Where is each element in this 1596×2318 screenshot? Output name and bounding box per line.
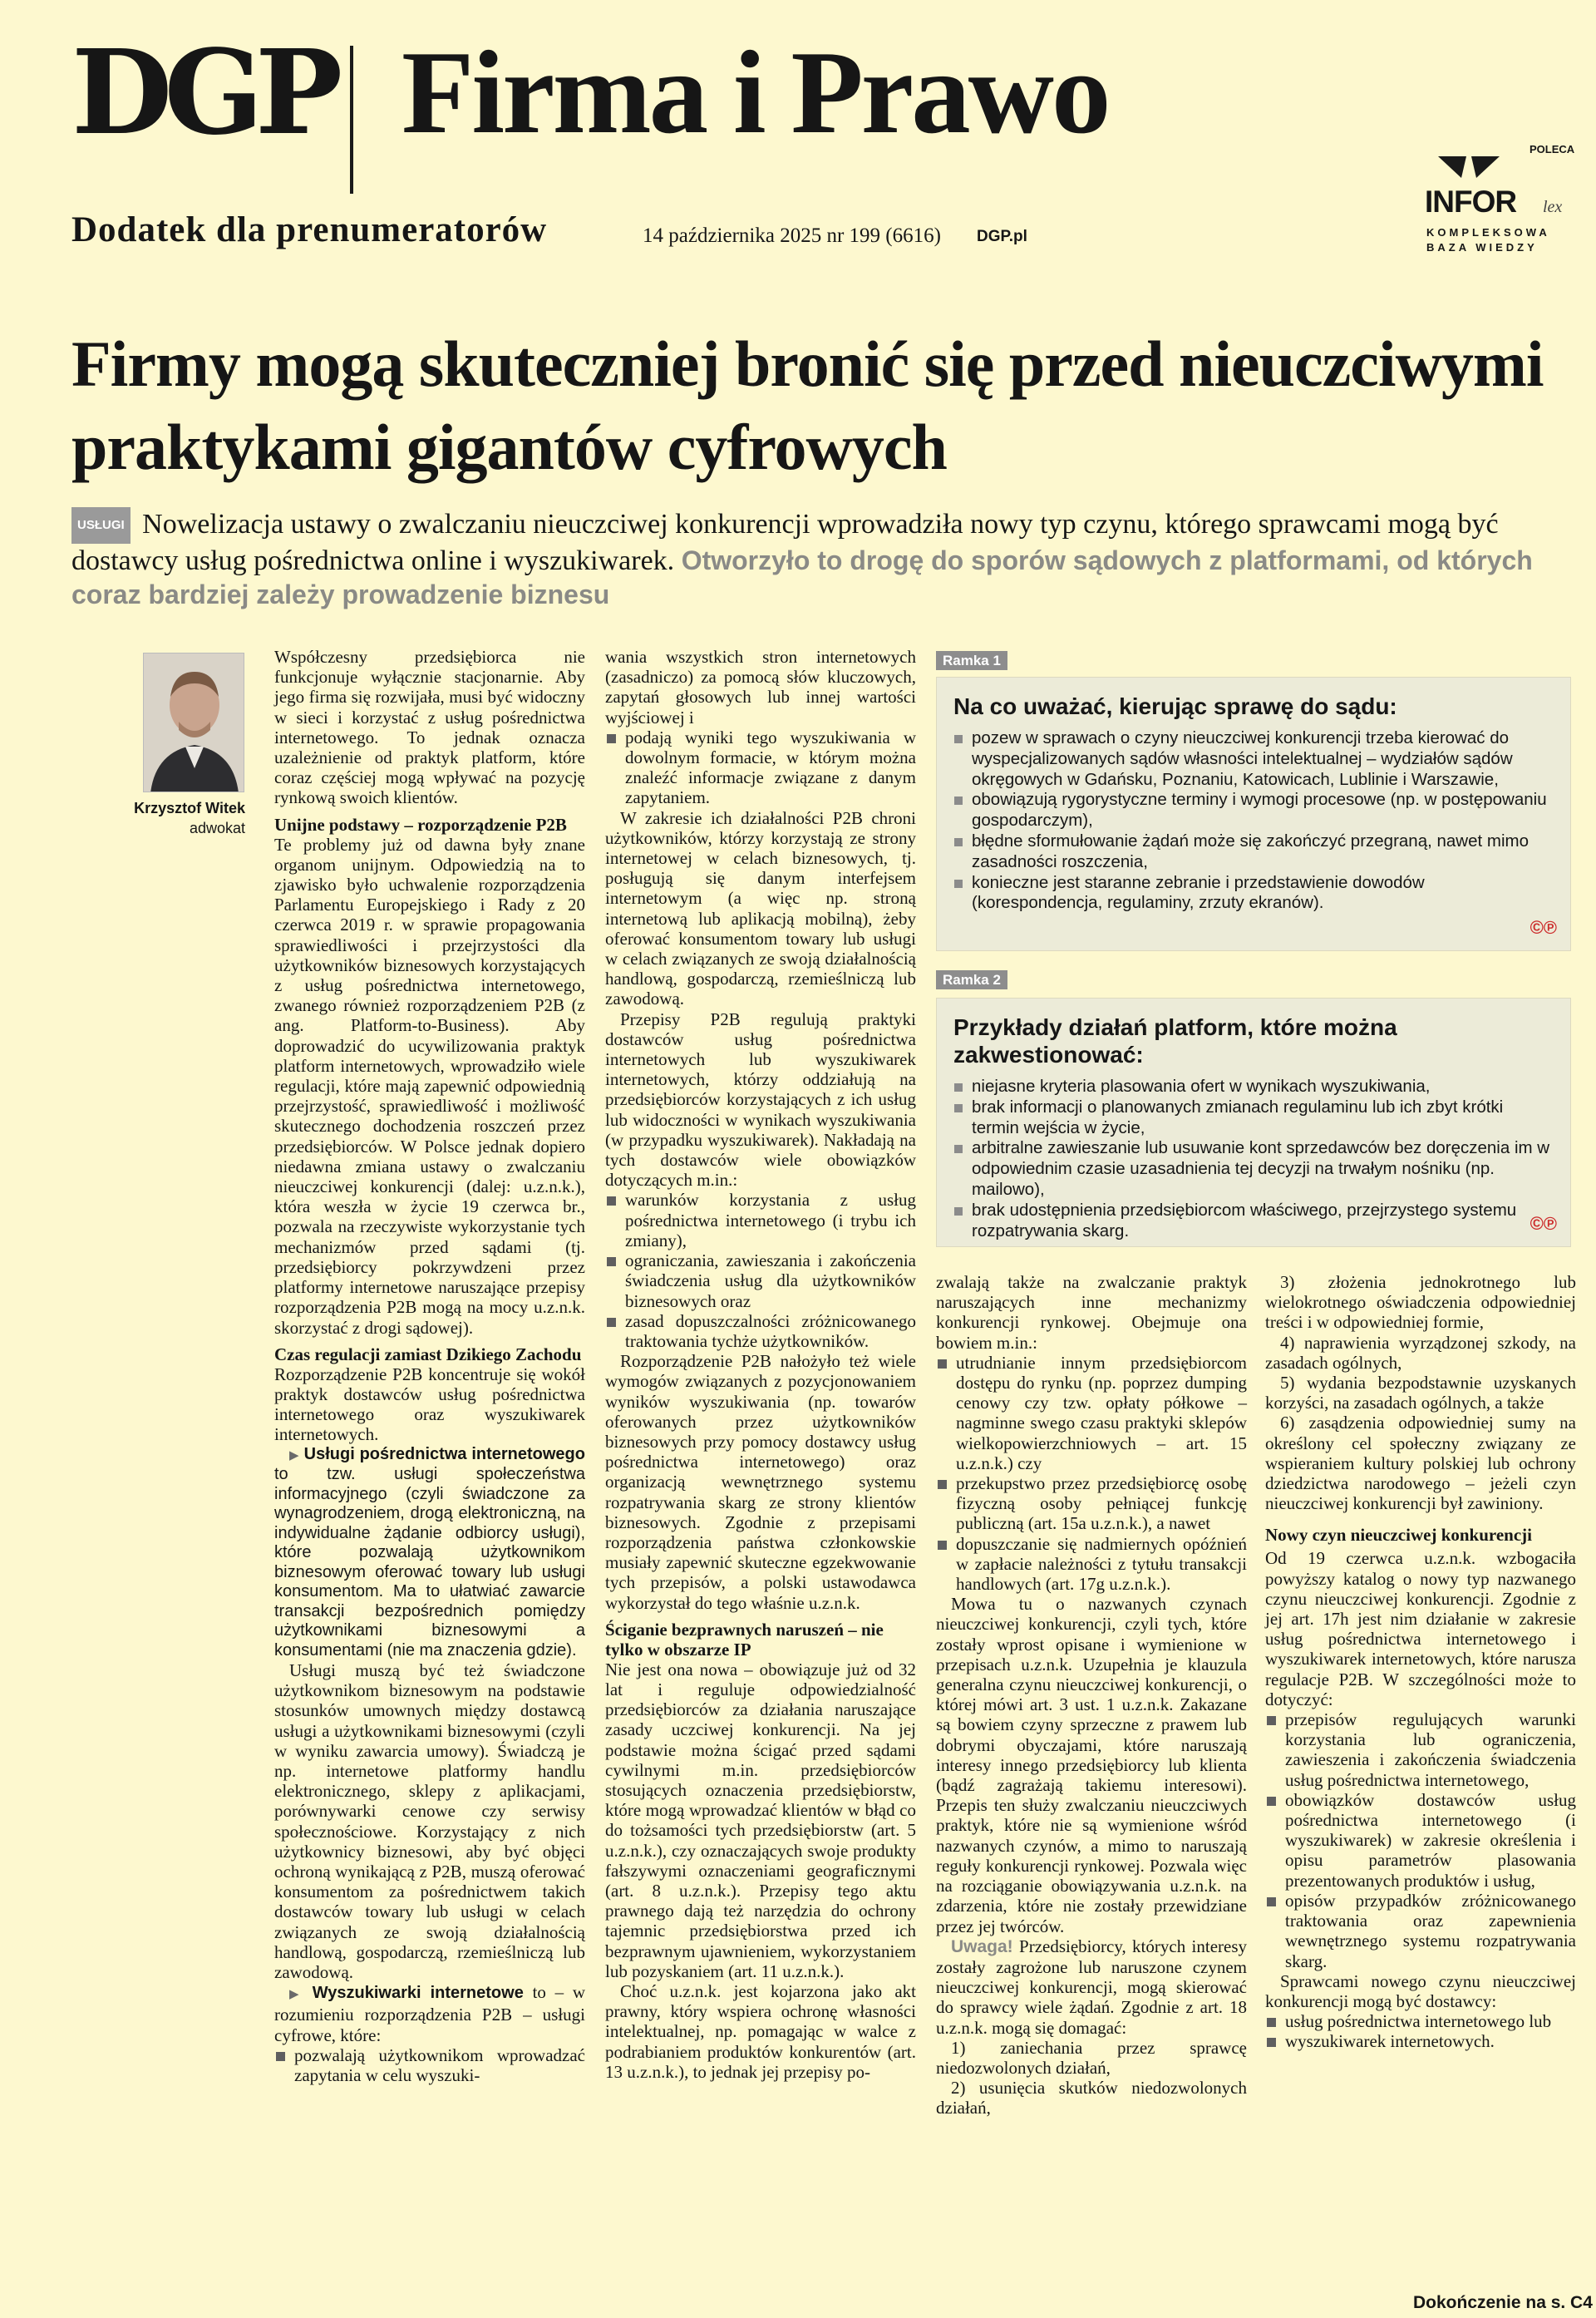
subheading: Ściganie bezprawnych naruszeń – nie tylko w obszarze IP xyxy=(605,1619,884,1660)
paragraph: W zakresie ich działalności P2B chroni użytkowników, którzy korzystają ze strony internetowej w celach biznesowych, tj. posługują się danym interfejsem internetowym (a więc np. stroną internetową lub aplikacją mobilną), żeby oferować konsumentom towary lub usługi w celach związanych ze swoją działalnością handlową, gospodarczą, rzemieślniczą lub zawodową. xyxy=(605,807,916,1009)
definition-text: to – w rozumieniu rozporządzenia P2B – usługi cyfrowe, które: xyxy=(274,1982,586,2045)
sidebar-box-1 xyxy=(936,677,1571,951)
box-list-item: niejasne kryteria plasowania ofert w wynikach wyszukiwania, xyxy=(953,1077,1550,1097)
note-text: Przedsiębiorcy, których interesy zostały zagrożone lub naruszone czynem nieuczciwej konkurencji, mogą skierować do sprawcy wiele żądań. Zgodnie z art. 18 u.z.n.k. mogą się domagać: xyxy=(936,1936,1247,2038)
box-list-item: brak udostępnienia przedsiębiorcom właściwego, przejrzystego systemu rozpatrywania skarg. xyxy=(953,1201,1550,1242)
list-item: podają wyniki tego wyszukiwania w dowolnym formacie, w którym można znaleźć informacje związane z danym zapytaniem. xyxy=(605,727,916,808)
site-link[interactable]: DGP.pl xyxy=(977,228,1027,245)
infor-tagline-1: KOMPLEKSOWA xyxy=(1426,226,1550,239)
box-title: Na co uważać, kierując sprawę do sądu: xyxy=(953,693,1397,719)
column-2 xyxy=(605,647,916,2082)
numbered-item: 4) naprawienia wyrządzonej szkody, na zasadach ogólnych, xyxy=(1265,1332,1576,1373)
column-3 xyxy=(936,1272,1247,2118)
section-title: Firma i Prawo xyxy=(401,27,1109,158)
paragraph xyxy=(936,1936,1247,2038)
paragraph: Rozporządzenie P2B nałożyło też wiele wymogów związanych z pozycjonowaniem wyników wyszukiwania (np. towarów oferowanych przez użytkowników biznesowych przy pomocy dostawcy usług pośrednictwa internetowego) oraz organizacją wewnętrznego systemu rozpatrywania skarg ze strony klientów biznesowych. Zgodnie z przepisami rozporządzenia państwa członkowskie musiały zapewnić skuteczne egzekwowanie tych przepisów, a polski ustawodawca wykorzystał do tego właśnie u.z.n.k. xyxy=(605,1351,916,1613)
infor-wing-icon xyxy=(1436,155,1501,180)
infor-tagline-2: BAZA WIEDZY xyxy=(1426,241,1538,254)
bullet-list xyxy=(1265,1709,1576,1971)
copyright-mark: ©℗ xyxy=(1530,917,1557,938)
list-item: pozwalają użytkownikom wprowadzać zapytania w celu wyszuki- xyxy=(274,2045,585,2085)
bullet-list xyxy=(936,1353,1247,1594)
subheading: Czas regulacji zamiast Dzikiego Zachodu xyxy=(274,1344,582,1364)
author-portrait-image xyxy=(144,653,244,792)
box-label: Ramka 1 xyxy=(936,651,1007,670)
definition-paragraph xyxy=(274,1445,585,1661)
list-item: przepisów regulujących warunki korzystania lub ograniczenia, zawieszenia i zakończenia świadczenia usług pośrednictwa internetowego, xyxy=(1265,1709,1576,1790)
numbered-item: 2) usunięcia skutków niedozwolonych działań, xyxy=(936,2078,1247,2118)
numbered-item: 1) zaniechania przez sprawcę niedozwolonych działań, xyxy=(936,2037,1247,2078)
lead-highlight: Otworzyło to drogę do sporów sądowych z platformami, od których coraz bardziej zależy prowadzenie biznesu xyxy=(71,545,1533,609)
box-list-item: obowiązują rygorystyczne terminy i wymogi procesowe (np. w postępowaniu gospodarczym), xyxy=(953,790,1550,831)
list-item: dopuszczanie się nadmiernych opóźnień w zapłacie należności z tytułu transakcji handlowych (art. 17g u.z.n.k.). xyxy=(936,1534,1247,1595)
issue-date: 14 października 2025 nr 199 (6616) xyxy=(643,224,941,247)
box-list-item: arbitralne zawieszanie lub usuwanie kont sprzedawców bez doręczenia im w odpowiednim czasie uzasadnienia tej decyzji na trwałym nośniku (np. mailowo), xyxy=(953,1138,1550,1200)
box-list-item: brak informacji o planowanych zmianach regulaminu lub ich zbyt krótki termin wejścia w życie, xyxy=(953,1097,1550,1139)
infor-name: INFOR xyxy=(1425,185,1517,219)
paragraph: Nie jest ona nowa – obowiązuje już od 32 lat i reguluje odpowiedzialność przedsiębiorców za działania naruszające zasady uczciwej konkurencji. Na jej podstawie można ścigać przed sądami cywilnymi m.in. przedsiębiorców stosujących oznaczenia przedsiębiorstw, które mogą wprowadzać klientów w błąd co do tożsamości tych przedsiębiorstw (art. 5 u.z.n.k.), czy oznaczających swoje produkty fałszywymi oznaczeniami geograficznymi (art. 8 u.z.n.k.). Przepisy tego aktu prawnego dają też narzędzia do ochrony tajemnic przedsiębiorstwa przed ich bezprawnym ujawnieniem, wykorzystaniem lub pozyskaniem (art. 11 u.z.n.k.). xyxy=(605,1659,916,1981)
paragraph: zwalają także na zwalczanie praktyk naruszających inne mechanizmy konkurencji rynkowej. Obejmuje ona bowiem m.in.: xyxy=(936,1272,1247,1353)
list-item: opisów przypadków zróżnicowanego traktowania oraz zapewnienia wewnętrznego systemu rozpatrywania skarg. xyxy=(1265,1891,1576,1971)
box-list xyxy=(953,1077,1550,1241)
paragraph: Usługi muszą być też świadczone użytkownikom biznesowym na podstawie stosunków umownych między dostawcą usługi a użytkownikami biznesowymi (czyli w wyniku zawarcia umowy). Świadczą je np. internetowe platformy handlu elektronicznego, sklepy z aplikacjami, porównywarki cenowe czy serwisy społecznościowe. Korzystający z nich użytkownicy biznesowi, aby być objęci ochroną wynikającą z P2B, muszą oferować konsumentom za pośrednictwem takich dostawców towary lub usługi w celach związanych ze swoją działalnością handlową, gospodarczą, rzemieślniczą lub zawodową. xyxy=(274,1660,585,1983)
supplement-subtitle: Dodatek dla prenumeratorów xyxy=(71,210,548,249)
lead-text: Nowelizacja ustawy o zwalczaniu nieuczciwej konkurencji wprowadziła nowy typ czynu, którego sprawcami mogą być dostawcy usług pośrednictwa online i wyszukiwarek. xyxy=(71,509,1499,576)
paragraph: Choć u.z.n.k. jest kojarzona jako akt prawny, który wspiera ochronę własności intelektualnej, np. pomagając w walce z podrabianiem produktów konkurentów (art. 13 u.z.n.k.), to jednak jej przepisy po- xyxy=(605,1981,916,2082)
paragraph: Sprawcami nowego czynu nieuczciwej konkurencji mogą być dostawcy: xyxy=(1265,1970,1576,2011)
definition-term: Usługi pośrednictwa internetowego xyxy=(303,1444,585,1463)
list-item: warunków korzystania z usług pośrednictwa internetowego (i trybu ich zmiany), xyxy=(605,1190,916,1250)
paragraph: Współczesny przedsiębiorca nie funkcjonuje wyłącznie stacjonarnie. Aby jego firma się rozwijała, musi być widoczny w sieci i korzystać z usług pośrednictwa internetowego. To jednak oznacza uzależnienie od praktyk platform, które coraz częściej mogą wpływać na pozycję rynkową swoich klientów. xyxy=(274,647,585,808)
list-item: zasad dopuszczalności zróżnicowanego traktowania tychże użytkowników. xyxy=(605,1311,916,1351)
bullet-list xyxy=(605,1190,916,1351)
article-headline: Firmy mogą skuteczniej bronić się przed nieuczciwymi praktykami gigantów cyfrowych xyxy=(71,328,1544,483)
paragraph: wania wszystkich stron internetowych (zasadniczo) za pomocą słów kluczowych, zapytań głosowych lub innej wartości wyjściowej i xyxy=(605,647,916,727)
numbered-item: 3) złożenia jednokrotnego lub wielokrotnego oświadczenia odpowiedniej treści i w odpowiedniej formie, xyxy=(1265,1272,1576,1333)
paragraph: Mowa tu o nazwanych czynach nieuczciwej konkurencji, czyli tych, które zostały wprost opisane i wymienione w przepisach u.z.n.k. Uzupełnia je klauzula generalna czynu nieuczciwej konkurencji, o której mówi art. 3 ust. 1 u.z.n.k. Zakazane są bowiem czyny sprzeczne z prawem lub dobrymi obyczajami, które naruszają interesy innego przedsiębiorcy lub klienta (bądź zagrażają takiemu interesowi). Przepis ten służy zwalczaniu nieuczciwych praktyk, które nie są wymienione wśród nazwanych czynów, a mimo to naruszają reguły konkurencji rynkowej. Pozwala więc na rozciąganie obowiązywania u.z.n.k. na zdarzenia, które nie zostały przewidziane przez jej twórców. xyxy=(936,1594,1247,1936)
numbered-item: 5) wydania bezpodstawnie uzyskanych korzyści, na zasadach ogólnych, a także xyxy=(1265,1373,1576,1413)
note-label: Uwaga! xyxy=(951,1936,1013,1956)
infor-lex-logo[interactable] xyxy=(1421,155,1563,254)
list-item: usług pośrednictwa internetowego lub xyxy=(1265,2011,1576,2031)
box-2-label-wrap xyxy=(936,971,1007,989)
subheading: Nowy czyn nieuczciwej konkurencji xyxy=(1265,1525,1532,1546)
category-tag: USŁUGI xyxy=(71,507,131,544)
list-item: obowiązków dostawców usług pośrednictwa internetowego (i wyszukiwarek) w zakresie określenia i opisu parametrów plasowania prezentowanych produktów i usług, xyxy=(1265,1790,1576,1891)
bullet-list xyxy=(605,727,916,808)
sidebar-box-2 xyxy=(936,998,1571,1247)
list-item: wyszukiwarek internetowych. xyxy=(1265,2031,1576,2051)
bullet-list xyxy=(274,2045,585,2085)
subheading: Unijne podstawy – rozporządzenie P2B xyxy=(274,814,567,835)
list-item: ograniczania, zawieszania i zakończenia świadczenia usług dla użytkowników biznesowych oraz xyxy=(605,1250,916,1311)
box-1-label-wrap xyxy=(936,652,1007,670)
box-label: Ramka 2 xyxy=(936,970,1007,989)
dgp-logo: DGP xyxy=(71,25,335,161)
box-list-item: błędne sformułowanie żądań może się zakończyć przegraną, nawet mimo zasadności roszczenia, xyxy=(953,831,1550,873)
author-byline xyxy=(100,798,245,838)
definition-paragraph xyxy=(274,1982,585,2045)
box-title: Przykłady działań platform, które można zakwestionować: xyxy=(953,1014,1397,1068)
copyright-mark: ©℗ xyxy=(1530,1213,1557,1234)
list-item: utrudnianie innym przedsiębiorcom dostępu do rynku (np. poprzez dumping cenowy czy tzw. opłaty półkowe – nagminne swego czasu praktyki sklepów wielkopowierzchniowych – art. 15 u.z.n.k.) czy xyxy=(936,1353,1247,1473)
author-role: adwokat xyxy=(189,820,245,836)
article-lead xyxy=(71,507,1596,612)
box-list-item: pozew w sprawach o czyny nieuczciwej konkurencji trzeba kierować do wyspecjalizowanych sądów własności intelektualnej – wydziałów sądów okręgowych w Gdańsku, Poznaniu, Katowicach, Lublinie i Warszawie, xyxy=(953,728,1550,790)
paragraph: Te problemy już od dawna były znane organom unijnym. Odpowiedzią na to zjawisko było uchwalenie rozporządzenia Parlamentu Europejskiego i Rady z 20 czerwca 2019 r. w sprawie propagowania sprawiedliwości i przejrzystości dla użytkowników biznesowych korzystających z usług pośrednictwa internetowego, zwanego również rozporządzeniem P2B (z ang. Platform-to-Business). Aby doprowadzić do ucywilizowania praktyk platform internetowych, wprowadziło wiele regulacji, które mają zapewnić odpowiednią przejrzystość, sprawiedliwość i możliwość skutecznego dochodzenia roszczeń przez przedsiębiorców. W Polsce jednak dopiero niedawna zmiana ustawy o zwalczaniu nieuczciwej konkurencji (dalej: u.z.n.k.), która weszła w życie 19 czerwca br., pozwala na rzeczywiste wykorzystanie tych mechanizmów przed sądami (tj. przedsiębiorcy pokrzywdzeni przez platformy internetowe naruszające przepisy rozporządzenia P2B mogą na mocy u.z.n.k. skorzystać z drogi sądowej). xyxy=(274,834,585,1338)
paragraph: Przepisy P2B regulują praktyki dostawców usług pośrednictwa internetowych lub wyszukiwarek internetowych, którzy oddziałują na przedsiębiorców korzystających z ich usług lub widoczności w wynikach wyszukiwania (w przypadku wyszukiwarek). Nakładają na tych dostawców wiele obowiązków dotyczących m.in.: xyxy=(605,1009,916,1191)
numbered-item: 6) zasądzenia odpowiedniej sumy na określony cel społeczny związany ze wspieraniem kultury polskiej lub ochrony dziedzictwa narodowego – jeżeli czyn nieuczciwej konkurencji był zawiniony. xyxy=(1265,1413,1576,1514)
poleca-label: POLECA xyxy=(1530,143,1575,155)
column-4 xyxy=(1265,1272,1576,2052)
column-1 xyxy=(274,647,585,2085)
box-list xyxy=(953,728,1550,914)
definition-text: to tzw. usługi społeczeństwa informacyjnego (czyli świadczone za wynagrodzeniem, drogą elektroniczną, na indywidualne żądanie odbiorcy usługi), które pozwalają użytkownikom biznesowym oferować towary lub usługi konsumentom. Ma to ułatwiać zawarcie transakcji bezpośrednich pomiędzy użytkownikami biznesowymi a konsumentami (nie ma znaczenia gdzie). xyxy=(274,1465,585,1660)
author-name: Krzysztof Witek xyxy=(134,800,245,816)
author-photo xyxy=(143,653,244,792)
paragraph: Rozporządzenie P2B koncentruje się wokół praktyk dostawców usług pośrednictwa internetowego oraz wyszukiwarek internetowych. xyxy=(274,1364,585,1445)
box-list-item: konieczne jest staranne zebranie i przedstawienie dowodów (korespondencja, regulaminy, zrzuty ekranów). xyxy=(953,873,1550,915)
triangle-icon: ▶ xyxy=(289,1448,299,1462)
triangle-icon: ▶ xyxy=(289,1988,304,2002)
bullet-list xyxy=(1265,2011,1576,2051)
infor-lex: lex xyxy=(1543,198,1563,216)
list-item: przekupstwo przez przedsiębiorcę osobę fizyczną osoby pełniącej funkcję publiczną (art. 15a u.z.n.k.), a nawet xyxy=(936,1473,1247,1534)
paragraph: Od 19 czerwca u.z.n.k. wzbogaciła powyższy katalog o nowy typ nazwanego czynu nieuczciwej konkurencji. Zgodnie z jej art. 17h jest nim działanie w zakresie usług pośrednictwa internetowego i wyszukiwarek internetowych, które narusza regulacje P2B. W szczególności może to dotyczyć: xyxy=(1265,1548,1576,1709)
masthead-divider xyxy=(350,46,353,194)
definition-term: Wyszukiwarki internetowe xyxy=(312,1984,524,2003)
continuation-note: Dokończenie na s. C4 xyxy=(1413,2293,1593,2312)
